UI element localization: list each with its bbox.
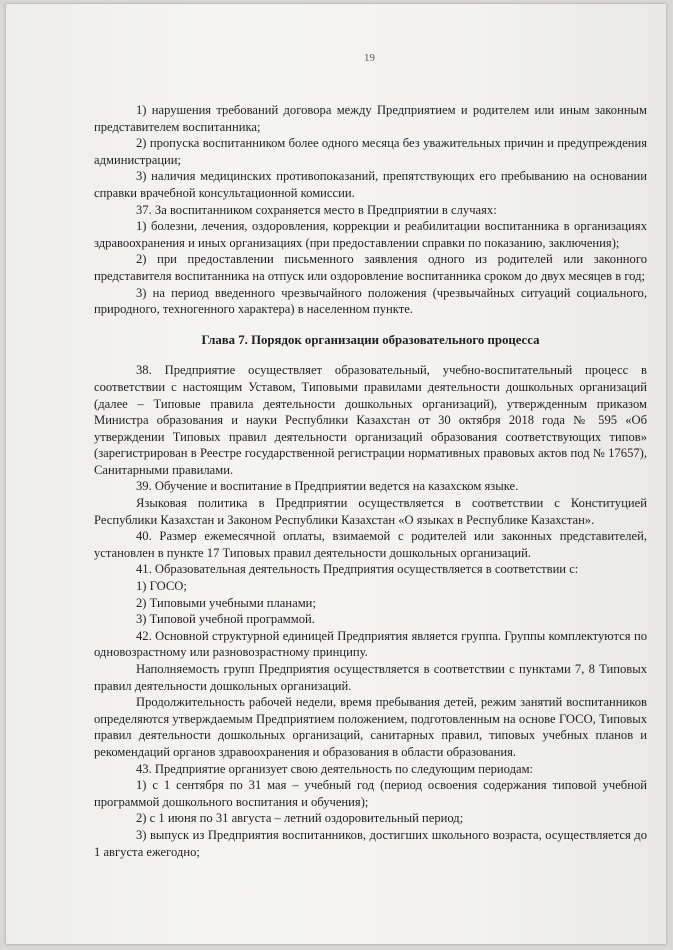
document-body <box>94 102 647 860</box>
paragraph: 2) Типовыми учебными планами; <box>136 595 316 610</box>
paragraph: 1) болезни, лечения, оздоровления, коррекции и реабилитации воспитанника в организациях здравоохранения и иных организациях (при предоставлении справки по показанию, заключения); <box>94 219 647 250</box>
paragraph: 3) Типовой учебной программой. <box>136 612 315 627</box>
document-page <box>6 4 666 944</box>
paragraph: 1) с 1 сентября по 31 мая – учебный год (период освоения содержания типовой учебной программой дошкольного воспитания и обучения); <box>94 778 647 809</box>
paragraph: 2) с 1 июня по 31 августа – летний оздоровительный период; <box>136 811 464 826</box>
paragraph: Наполняемость групп Предприятия осуществляется в соответствии с пунктами 7, 8 Типовых правил деятельности дошкольных организаций. <box>94 662 647 693</box>
paragraph: 2) пропуска воспитанником более одного месяца без уважительных причин и предупреждения администрации; <box>94 136 647 167</box>
section-before-chapter <box>94 102 647 318</box>
paragraph: 3) выпуск из Предприятия воспитанников, достигших школьного возраста, осуществляется до 1 августа ежегодно; <box>94 827 647 859</box>
paragraph: 40. Размер ежемесячной оплаты, взимаемой с родителей или законных представителей, установлен в пункте 17 Типовых правил деятельности дошкольных организаций. <box>94 529 647 560</box>
paragraph: 43. Предприятие организует свою деятельность по следующим периодам: <box>136 761 534 776</box>
paragraph: 37. За воспитанником сохраняется место в Предприятии в случаях: <box>136 202 497 217</box>
paragraph: 39. Обучение и воспитание в Предприятии ведется на казахском языке. <box>136 479 519 494</box>
paragraph: 41. Образовательная деятельность Предприятия осуществляется в соответствии с: <box>136 562 579 577</box>
paragraph: 38. Предприятие осуществляет образовательный, учебно-воспитательный процесс в соответствии с настоящим Уставом, Типовыми правилами деятельности дошкольных организаций (далее – Типовые правила деятельности дошкольных организаций), утвержденным приказом Министра образования и науки Республики Казахстан от 30 октября 2018 года № 595 «Об утверждении Типовых правил деятельности организаций образования соответствующих типов» (зарегистрирован в Реестре государственной регистрации нормативных правовых актов под № 17657), Санитарными правилами. <box>94 363 647 477</box>
paragraph: Языковая политика в Предприятии осуществляется в соответствии с Конституцией Республики Казахстан и Законом Республики Казахстан «О языках в Республике Казахстан». <box>94 496 647 527</box>
paragraph: 1) ГОСО; <box>136 579 187 594</box>
paragraph: 2) при предоставлении письменного заявления одного из родителей или законного представителя воспитанника на отпуск или оздоровление воспитанника сроком до двух месяцев в год; <box>94 252 647 283</box>
page-number: 19 <box>364 52 375 64</box>
paragraph: 3) на период введенного чрезвычайного положения (чрезвычайных ситуаций социального, природного, техногенного характера) в населенном пункте. <box>94 285 647 317</box>
paragraph: 3) наличия медицинских противопоказаний, препятствующих его пребыванию на основании справки врачебной консультационной комиссии. <box>94 169 647 200</box>
chapter-title: Глава 7. Порядок организации образовательного процесса <box>201 332 540 347</box>
paragraph: Продолжительность рабочей недели, время пребывания детей, режим занятий воспитанников определяются утверждаемым Предприятием положением, подготовленным на основе ГОСО, Типовых правил деятельности дошкольных организаций, санитарных правил, типовых учебных планов и рекомендаций органов здравоохранения и образования в области образования. <box>94 695 647 759</box>
paragraph: 1) нарушения требований договора между Предприятием и родителем или иным законным представителем воспитанника; <box>94 103 647 134</box>
paragraph: 42. Основной структурной единицей Предприятия является группа. Группы комплектуются по одновозрастному или разновозрастному принципу. <box>94 628 647 660</box>
section-after-chapter <box>94 362 647 860</box>
